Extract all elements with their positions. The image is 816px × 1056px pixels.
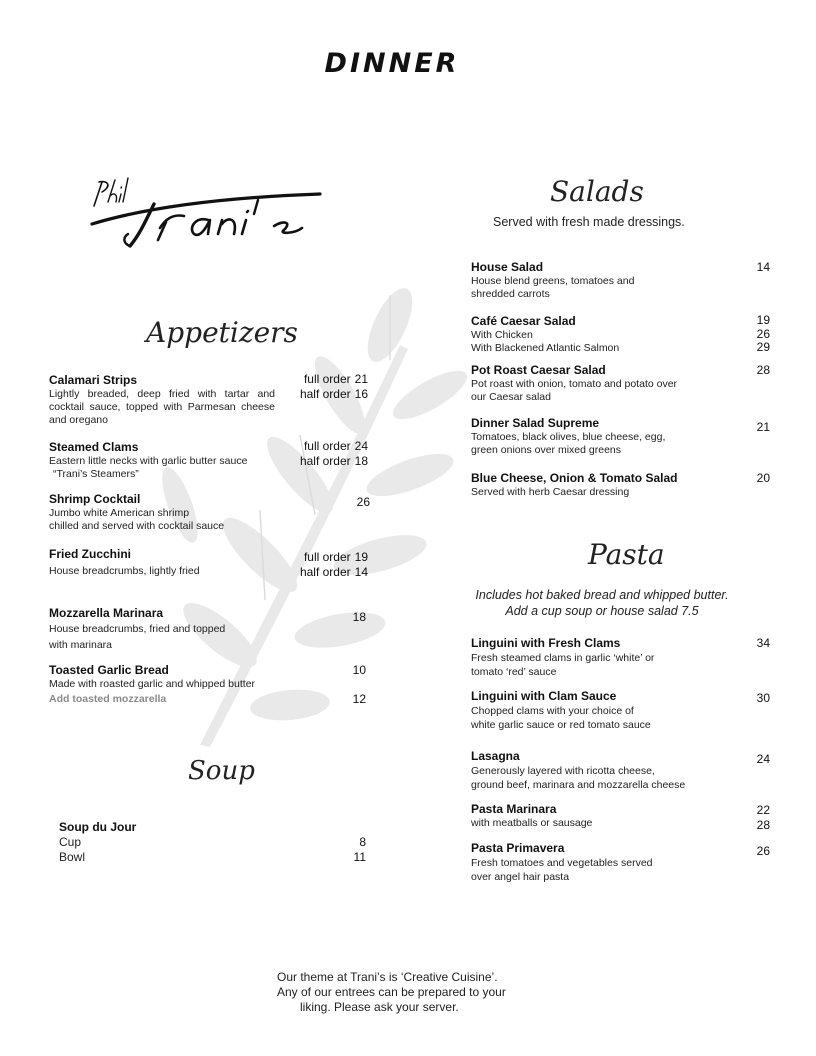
footer-line: liking. Please ask your server. (300, 1000, 459, 1014)
item-name: Linguini with Fresh Clams (471, 636, 621, 650)
item-description: Fresh steamed clams in garlic ‘white’ or (471, 652, 655, 664)
menu-item-pasta-marinara (471, 802, 592, 830)
item-name: Dinner Salad Supreme (471, 416, 600, 430)
item-description: our Caesar salad (471, 391, 551, 403)
price: 14 (756, 260, 770, 274)
menu-item-cafe-caesar-salad (471, 314, 619, 355)
menu-item-toasted-garlic-bread (49, 663, 255, 707)
price: 26 (756, 844, 770, 858)
item-description: over angel hair pasta (471, 871, 570, 883)
price: 28 (756, 818, 770, 832)
item-name: Calamari Strips (49, 373, 138, 387)
item-name: Pasta Primavera (471, 841, 565, 855)
price: 21 (756, 420, 770, 434)
footer-line: Any of our entrees can be prepared to your (277, 985, 506, 999)
phil-tranis-logo (88, 172, 328, 252)
price-label: full order (303, 439, 351, 453)
item-prices (280, 550, 368, 580)
price: 28 (756, 363, 770, 377)
salads-title: Salads (550, 175, 644, 208)
item-name: Mozzarella Marinara (49, 606, 164, 620)
menu-item-lasagna (471, 749, 685, 792)
item-description: Made with roasted garlic and whipped butter (49, 678, 256, 690)
price: 19 (354, 550, 368, 564)
price: 8 (359, 835, 366, 849)
menu-item-shrimp-cocktail (49, 492, 224, 533)
price: 18 (354, 454, 368, 468)
item-description: House breadcrumbs, fried and topped (49, 623, 226, 635)
item-description: ground beef, marinara and mozzarella cheese (471, 779, 686, 791)
item-name: Soup du Jour (59, 820, 137, 834)
item-prices (730, 803, 770, 833)
price: 18 (352, 610, 366, 624)
item-description: Lightly breaded, deep fried with tartar and cocktail sauce, topped with Parmesan cheese and oregano (49, 388, 275, 426)
price: 11 (353, 850, 366, 864)
item-description: Fresh tomatoes and vegetables served (471, 857, 653, 869)
pasta-title: Pasta (588, 538, 665, 571)
item-description: shredded carrots (471, 288, 550, 300)
item-addon: Add toasted mozzarella (49, 693, 167, 705)
item-description: “Trani’s Steamers” (53, 468, 139, 480)
salads-subtitle: Served with fresh made dressings. (493, 215, 685, 229)
menu-item-linguini-fresh-clams (471, 636, 654, 679)
menu-item-steamed-clams (49, 440, 247, 481)
price: 14 (354, 565, 368, 579)
item-description: green onions over mixed greens (471, 444, 622, 456)
item-name: Pasta Marinara (471, 802, 557, 816)
price: 29 (756, 340, 770, 354)
soup-du-jour (59, 820, 136, 865)
item-description: white garlic sauce or red tomato sauce (471, 719, 651, 731)
item-name: House Salad (471, 260, 544, 274)
item-description: House blend greens, tomatoes and (471, 275, 635, 287)
menu-item-blue-cheese-onion-tomato-salad (471, 471, 677, 499)
price: 16 (354, 387, 368, 401)
price-label: half order (299, 387, 351, 401)
price: 34 (756, 636, 770, 650)
footer-note (250, 970, 530, 1015)
item-name: Lasagna (471, 749, 520, 763)
price-label: full order (303, 372, 351, 386)
item-description: Jumbo white American shrimp (49, 507, 190, 519)
item-name: Fried Zucchini (49, 547, 132, 561)
item-name: Toasted Garlic Bread (49, 663, 169, 677)
soup-title: Soup (188, 756, 255, 786)
item-name: Linguini with Clam Sauce (471, 689, 617, 703)
item-description: With Blackened Atlantic Salmon (471, 342, 620, 354)
item-description: chilled and served with cocktail sauce (49, 520, 225, 532)
page-title: DINNER (324, 48, 460, 79)
item-prices (282, 439, 368, 469)
price-label: half order (299, 454, 351, 468)
item-description: House breadcrumbs, lightly fried (49, 565, 200, 577)
menu-item-linguini-clam-sauce (471, 689, 651, 732)
menu-item-mozzarella-marinara (49, 606, 225, 653)
menu-item-dinner-salad-supreme (471, 416, 665, 457)
price: 21 (354, 372, 368, 386)
item-description: tomato ‘red’ sauce (471, 666, 557, 678)
menu-item-pasta-primavera (471, 841, 653, 884)
soup-option-bowl: Bowl (59, 850, 86, 864)
item-description: with marinara (49, 639, 113, 651)
price-label: full order (303, 550, 351, 564)
footer-line: Our theme at Trani’s is ‘Creative Cuisine’. (277, 970, 498, 984)
item-description: Pot roast with onion, tomato and potato over (471, 378, 678, 390)
appetizers-title: Appetizers (146, 316, 298, 349)
soup-option-cup: Cup (59, 835, 82, 849)
pasta-subtitle (472, 587, 732, 619)
price: 19 (756, 313, 770, 327)
item-name: Blue Cheese, Onion & Tomato Salad (471, 471, 678, 485)
item-description: Chopped clams with your choice of (471, 705, 634, 717)
price: 30 (756, 691, 770, 705)
pasta-subtitle-line: Add a cup soup or house salad 7.5 (505, 604, 699, 618)
price: 26 (756, 326, 770, 341)
menu-item-pot-roast-caesar-salad (471, 363, 677, 404)
item-description: Tomatoes, black olives, blue cheese, egg, (471, 431, 666, 443)
menu-item-calamari-strips (49, 373, 275, 427)
menu-item-house-salad (471, 260, 634, 301)
item-description: Served with herb Caesar dressing (471, 486, 630, 498)
item-description: Generously layered with ricotta cheese, (471, 765, 655, 777)
price: 24 (354, 439, 368, 453)
item-prices (282, 372, 368, 402)
item-name: Pot Roast Caesar Salad (471, 363, 606, 377)
price: 26 (356, 495, 370, 509)
item-prices (730, 314, 770, 355)
pasta-subtitle-line: Includes hot baked bread and whipped butter. (475, 588, 729, 602)
item-description: with meatballs or sausage (471, 817, 593, 829)
price-label: half order (299, 565, 351, 579)
item-description: With Chicken (471, 329, 533, 341)
soup-prices (326, 835, 366, 865)
item-name: Steamed Clams (49, 440, 139, 454)
price: 22 (756, 803, 770, 817)
price: 10 (352, 663, 366, 677)
menu-item-fried-zucchini (49, 547, 200, 578)
item-name: Shrimp Cocktail (49, 492, 141, 506)
price: 20 (756, 471, 770, 485)
item-description: Eastern little necks with garlic butter sauce (49, 455, 248, 467)
item-name: Café Caesar Salad (471, 314, 576, 328)
price: 24 (756, 752, 770, 766)
addon-price: 12 (352, 692, 366, 706)
